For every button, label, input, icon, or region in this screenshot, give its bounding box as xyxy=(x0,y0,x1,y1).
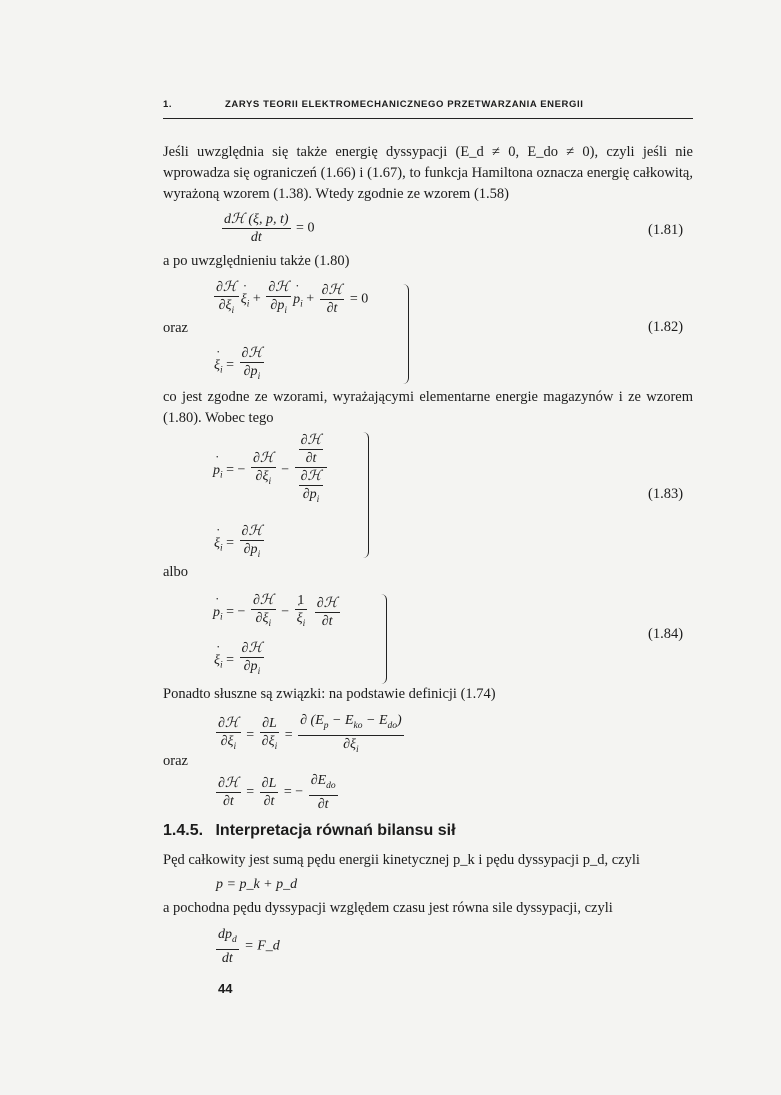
section-title: Interpretacja równań bilansu sił xyxy=(215,822,456,839)
equation-1-84-line2: ˙ $\xi_i$ = $\frac{\text{∂ℋ}}{\partial p_i}$ xyxy=(214,640,266,681)
text-ponadto: Ponadto słuszne są związki: na podstawie definicji (1.74) xyxy=(163,686,496,702)
running-header xyxy=(163,96,693,119)
equation-1-81 xyxy=(220,211,314,246)
eq181-rhs: = 0 xyxy=(296,220,315,236)
eq181-numerator: dℋ (ξ, p, t) xyxy=(224,212,289,227)
equation-1-82-line1: $\frac{\text{∂ℋ}}{\partial\xi_i}$ ˙ $\xi_i$ + $\frac{\text{∂ℋ}}{\partial p_i}$ ˙ $p_i$ + $\frac{\text{∂ℋ}}{\partial t}$ = 0 xyxy=(212,279,368,320)
section-number: 1.4.5. xyxy=(163,822,204,839)
equation-number-1-82: (1.82) xyxy=(648,319,684,335)
equation-1-82-line2: ˙ $\xi_i$ = $\frac{\text{∂ℋ}}{\partial p_i}$ xyxy=(214,345,266,386)
equation-number-1-81: (1.81) xyxy=(648,222,684,238)
word-albo: albo xyxy=(163,564,188,580)
word-oraz-2: oraz xyxy=(163,753,188,769)
page-number: 44 xyxy=(218,981,233,996)
chapter-number: 1. xyxy=(163,99,173,110)
paragraph-consistency: co jest zgodne ze wzorami, wyrażającymi elementarne energie magazynów i ze wzorem (1.80). Wobec tego xyxy=(163,389,693,426)
chapter-title: ZARYS TEORII ELEKTROMECHANICZNEGO PRZETWARZANIA ENERGII xyxy=(225,99,584,110)
equation-number-1-83: (1.83) xyxy=(648,486,684,502)
equation-1-83-line2: ˙ $\xi_i$ = $\frac{\text{∂ℋ}}{\partial p_i}$ xyxy=(214,523,266,564)
section-heading xyxy=(163,822,456,840)
relation-partial-xi: $\frac{\text{∂ℋ}}{\partial\xi_i}$ = $\frac{\partial L}{\partial\xi_i}$ = $\frac{\partial (E_p - E_{ko} - E_{do})}{\partial\xi_i}$ xyxy=(218,713,402,755)
brace-1-83 xyxy=(360,432,369,558)
equation-dp-dt: $\frac{dp_d}{dt}$ = F_d xyxy=(218,927,280,966)
equation-number-1-84: (1.84) xyxy=(648,626,684,642)
brace-1-82 xyxy=(400,284,409,384)
word-oraz-1: oraz xyxy=(163,320,188,336)
equation-total-momentum: p = p_k + p_d xyxy=(216,877,298,892)
relation-partial-t: $\frac{\text{∂ℋ}}{\partial t}$ = $\frac{\partial L}{\partial t}$ = − $\frac{\partial E_{do}}{\partial t}$ xyxy=(218,773,336,812)
paragraph-dissipation: Jeśli uwzględnia się także energię dyssypacji (E_d ≠ 0, E_do ≠ 0), czyli jeśli nie wprowadza się ograniczeń (1.66) i (1.67), to funkcja Hamiltona oznacza energię całkowitą, wyrażoną wzorem (1.38). Wtedy zgodnie ze wzorem (1.58) xyxy=(163,144,693,202)
eq-dp-rhs: = F_d xyxy=(244,938,280,954)
equation-1-83-line1: ˙ $p_i$ = − $\frac{\text{∂ℋ}}{\partial\xi_i}$ − $\frac{\frac{\text{∂ℋ}}{\partial t}}{\frac{\text{∂ℋ}}{\partial p_i}}$ xyxy=(213,432,329,509)
paragraph-dissipation-force: a pochodna pędu dyssypacji względem czasu jest równa sile dyssypacji, czyli xyxy=(163,900,613,916)
eq181-denominator: dt xyxy=(250,230,262,245)
text-after-181: a po uwzględnieniu także (1.80) xyxy=(163,253,350,269)
brace-1-84 xyxy=(378,594,387,684)
equation-1-84-line1: ˙ $p_i$ = − $\frac{\text{∂ℋ}}{\partial\xi_i}$ − 1 ˙ $\xi_i$ $\frac{\text{∂ℋ}}{\partial t}$ xyxy=(213,592,342,633)
paragraph-momentum: Pęd całkowity jest sumą pędu energii kinetycznej p_k i pędu dyssypacji p_d, czyli xyxy=(163,852,640,868)
